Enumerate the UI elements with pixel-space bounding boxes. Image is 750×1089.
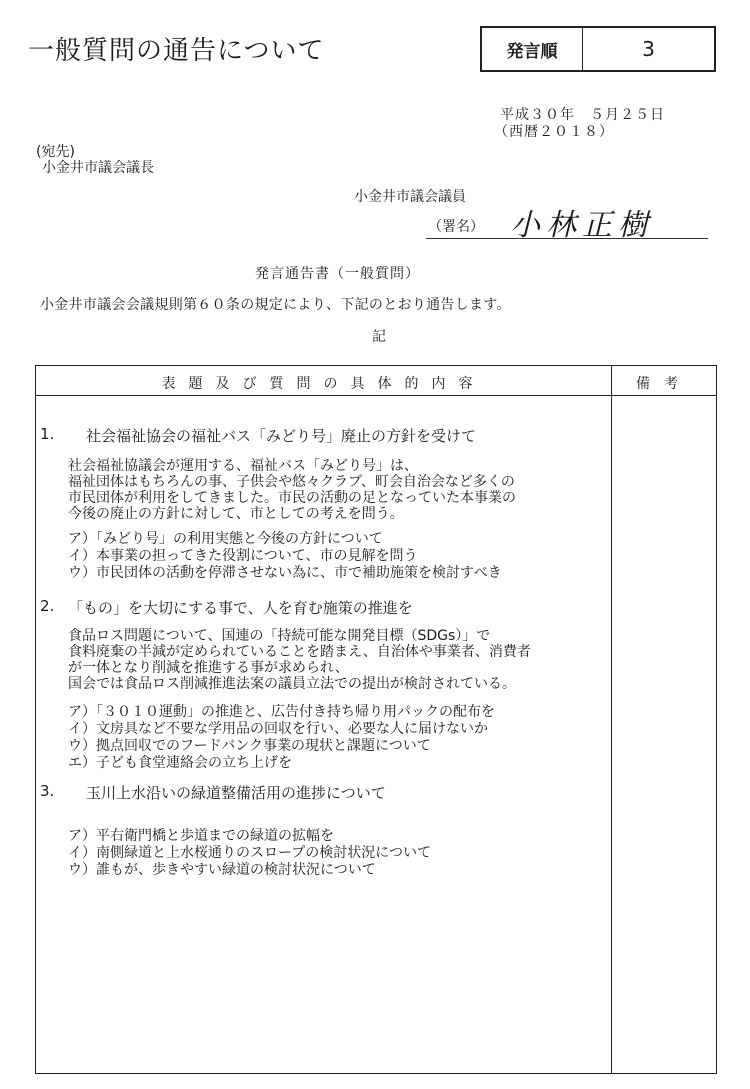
speaking-order-box bbox=[480, 26, 716, 72]
sender-role: 小金井市議会議員 bbox=[354, 189, 466, 205]
speaking-order-value: 3 bbox=[642, 37, 655, 61]
section-2-body-line: 国会では食品ロス削減推進法案の議員立法での提出が検討されている。 bbox=[68, 676, 516, 692]
section-2-body-line: 食品ロス問題について、国連の「持続可能な開発目標（SDGs）」で bbox=[68, 628, 491, 644]
section-1-item: ウ）市民団体の活動を停滞させない為に、市で補助施策を検討すべき bbox=[68, 565, 502, 581]
handwritten-signature: 小林正樹 bbox=[510, 208, 654, 243]
section-2-title: 「もの」を大切にする事で、人を育む施策の推進を bbox=[68, 599, 413, 617]
section-2-item: イ）文房具など不要な学用品の回収を行い、必要な人に届けないか bbox=[68, 721, 488, 737]
section-1-number: 1. bbox=[40, 425, 55, 443]
section-2-item: ア）「３０１０運動」の推進と、広告付き持ち帰り用パックの配布を bbox=[68, 704, 495, 720]
section-1-body-line: 今後の廃止の方針に対して、市としての考えを問う。 bbox=[68, 506, 404, 522]
table-header-content: 表題及び質問の具体的内容 bbox=[161, 376, 486, 392]
table-header-divider bbox=[35, 395, 717, 396]
date-japanese: 平成３０年 ５月２５日 bbox=[500, 107, 665, 123]
addressee-name: 小金井市議会議長 bbox=[42, 160, 154, 176]
section-3-title: 玉川上水沿いの緑道整備活用の進捗について bbox=[86, 784, 386, 802]
section-1-body-line: 福祉団体はもちろんの事、子供会や悠々クラブ、町会自治会など多くの bbox=[68, 474, 515, 490]
section-1-body-line: 市民団体が利用をしてきました。市民の活動の足となっていた本事業の bbox=[68, 490, 516, 506]
speaking-order-label: 発言順 bbox=[482, 28, 583, 70]
section-1-item: ア）「みどり号」の利用実態と今後の方針について bbox=[68, 531, 383, 547]
section-3-item: イ）南側緑道と上水桜通りのスロープの検討状況について bbox=[68, 845, 432, 861]
section-1-item: イ）本事業の担ってきた役割について、市の見解を問う bbox=[68, 548, 418, 564]
section-2-body-line: が一体となり削減を推進する事が求められ、 bbox=[68, 660, 349, 676]
section-2-number: 2. bbox=[40, 597, 55, 615]
signature-label: （署名） bbox=[428, 219, 484, 235]
section-1-body-line: 社会福祉協議会が運用する、福祉バス「みどり号」は、 bbox=[68, 458, 418, 474]
section-3-item: ア）平右衛門橋と歩道までの緑道の拡幅を bbox=[68, 828, 334, 844]
section-2-item: エ）子ども食堂連絡会の立ち上げを bbox=[68, 755, 292, 771]
intro-text: 小金井市議会会議規則第６０条の規定により、下記のとおり通告します。 bbox=[40, 297, 511, 313]
addressee-label: (宛先) bbox=[36, 144, 75, 160]
section-3-item: ウ）誰もが、歩きやすい緑道の検討状況について bbox=[68, 862, 376, 878]
table-header-remarks: 備考 bbox=[636, 376, 692, 392]
page-title: 一般質問の通告について bbox=[28, 36, 325, 66]
section-2-item: ウ）拠点回収でのフードバンク事業の現状と課題について bbox=[68, 738, 431, 754]
section-1-title: 社会福祉協会の福祉バス「みどり号」廃止の方針を受けて bbox=[86, 427, 477, 445]
date-western: （西暦２０１８） bbox=[494, 124, 614, 140]
ki-mark: 記 bbox=[372, 329, 386, 345]
document-title: 発言通告書（一般質問） bbox=[255, 266, 420, 282]
signature-underline bbox=[426, 238, 708, 239]
section-3-number: 3. bbox=[40, 782, 55, 800]
table-column-divider bbox=[611, 365, 612, 1074]
section-2-body-line: 食料廃棄の半減が定められていることを踏まえ、自治体や事業者、消費者 bbox=[68, 644, 531, 660]
